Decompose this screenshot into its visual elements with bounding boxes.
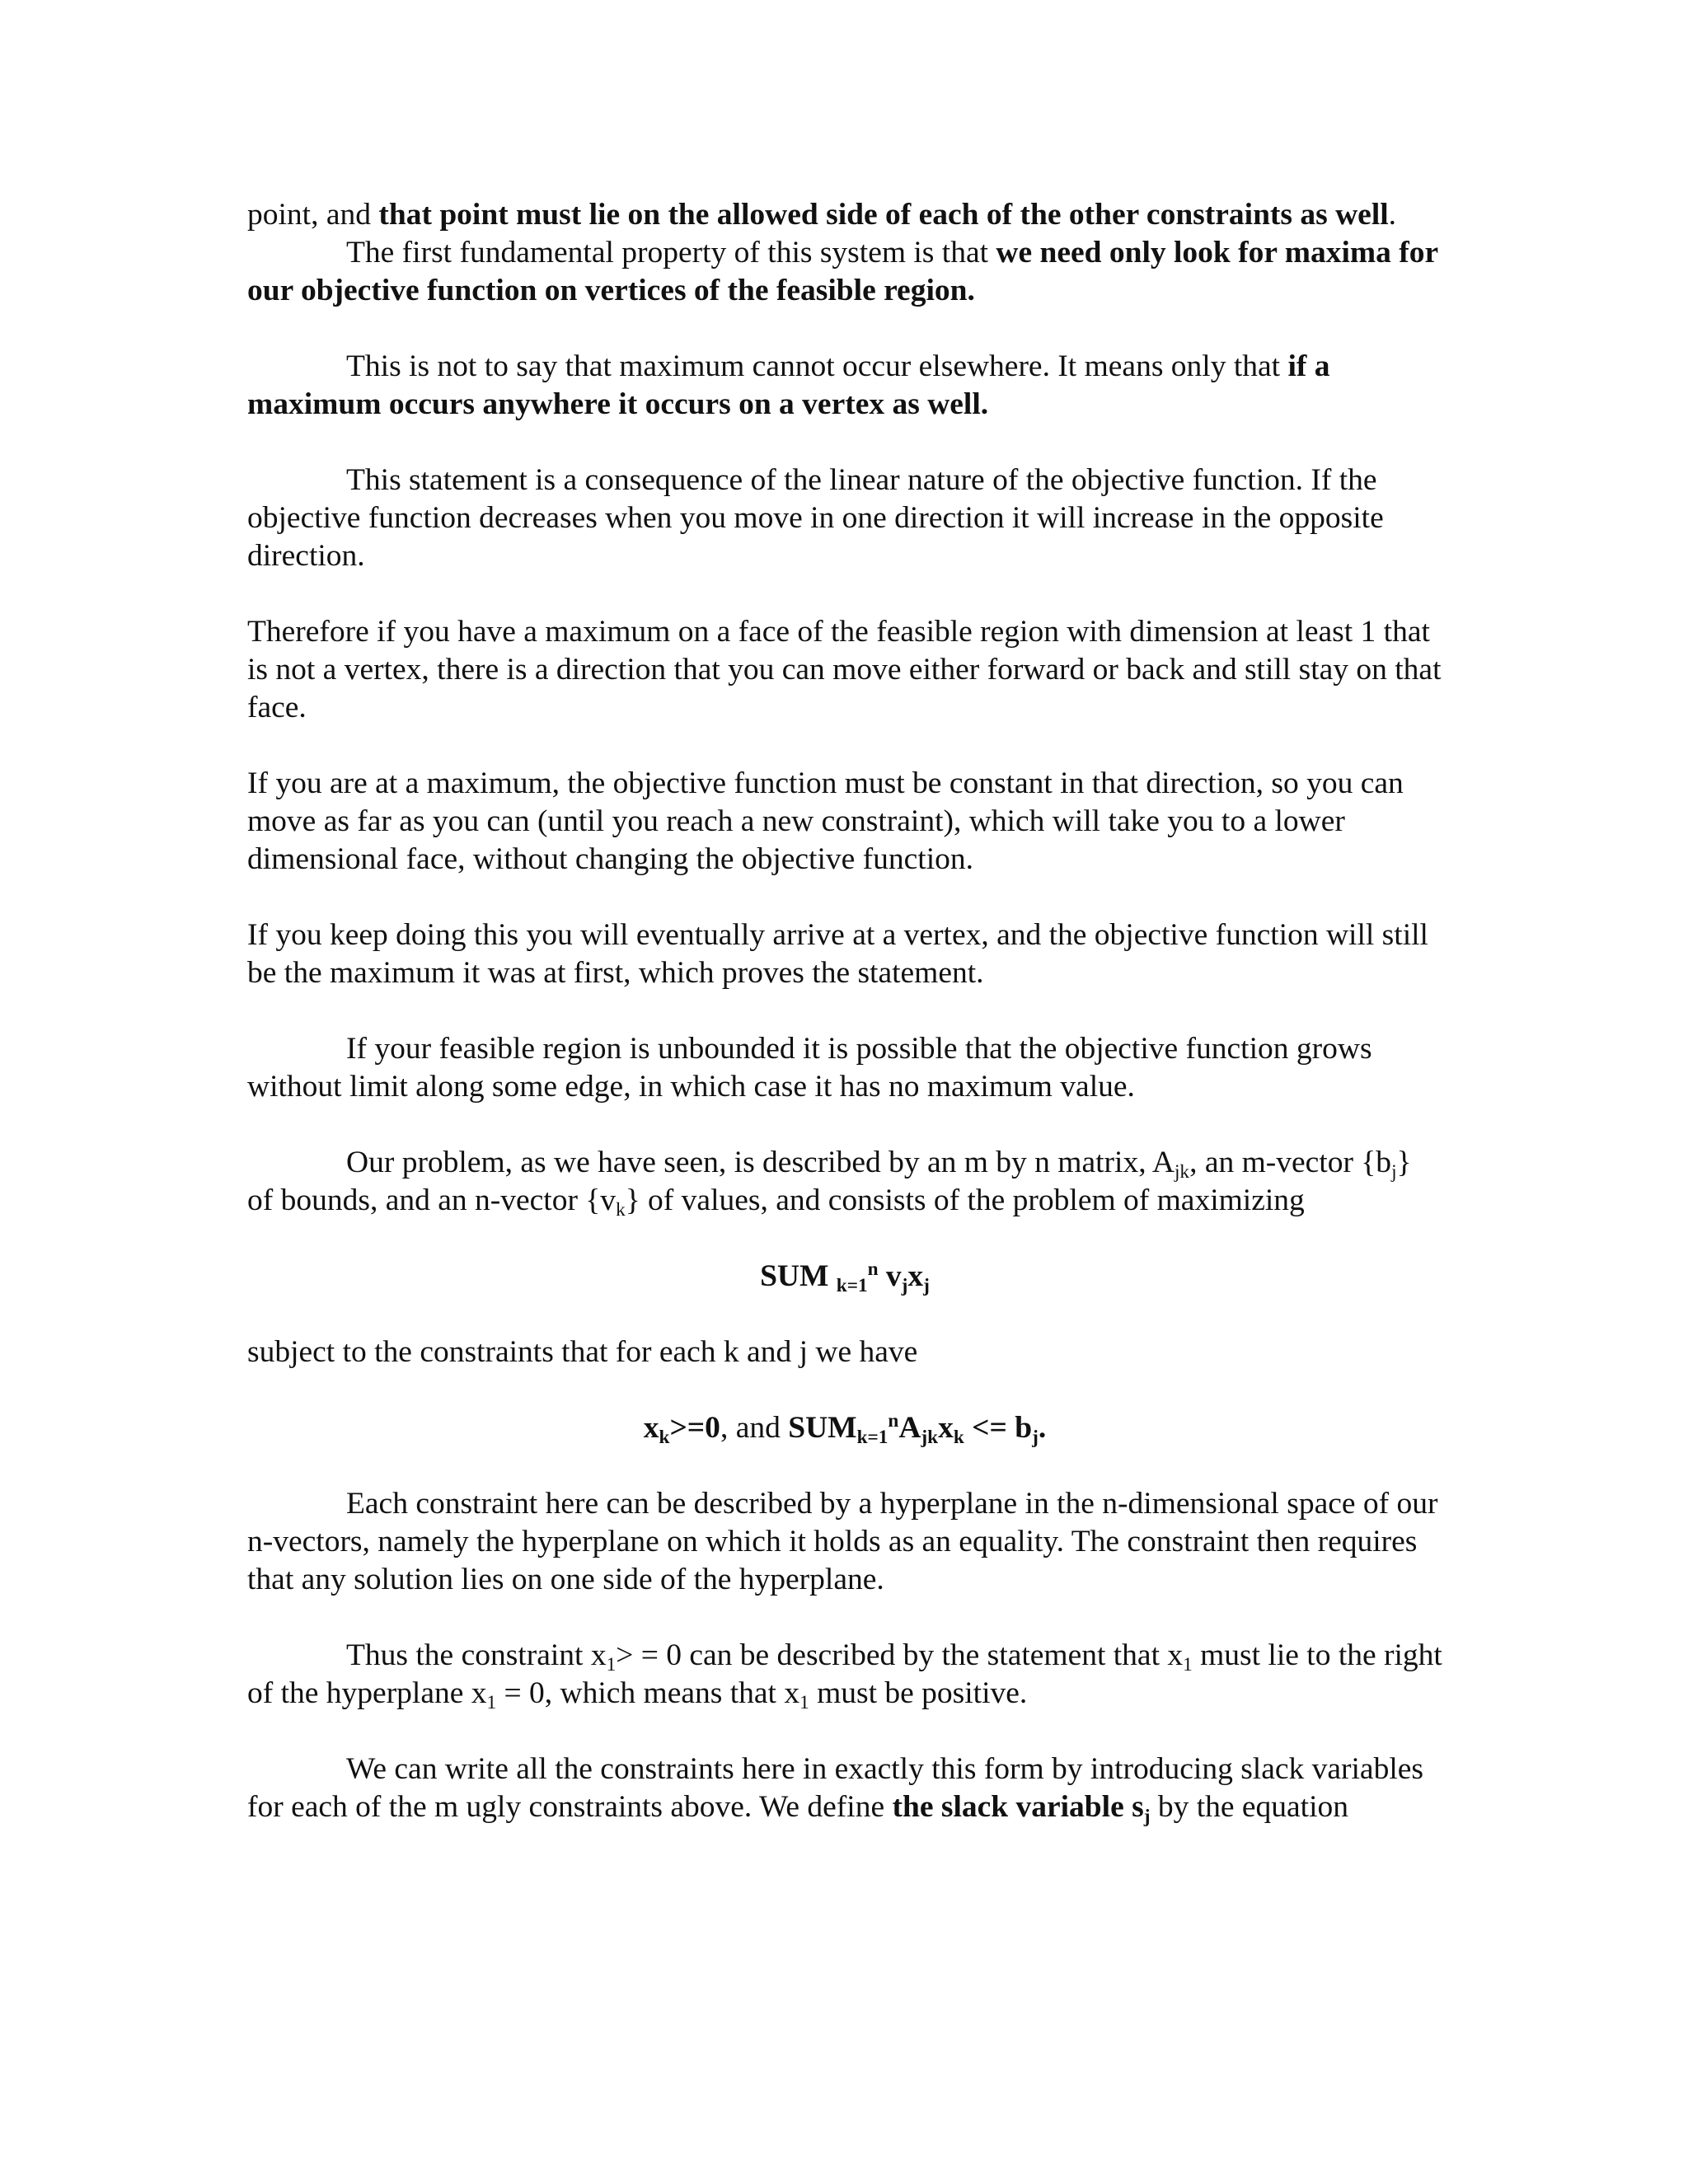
text: , an m-vector {b <box>1189 1146 1392 1179</box>
paragraph-3 <box>247 348 1442 424</box>
bold-text: the slack variable s <box>892 1790 1144 1824</box>
text: must lie to the right of the hyperplane x <box>247 1638 1442 1710</box>
subscript: 1 <box>486 1691 497 1713</box>
text: point, and <box>247 198 379 232</box>
document-page <box>247 196 1442 1826</box>
paragraph-10: subject to the constraints that for each k and j we have <box>247 1335 918 1369</box>
paragraph-12 <box>247 1637 1442 1713</box>
subscript: jk <box>1174 1160 1190 1183</box>
formula-text: x <box>938 1411 954 1445</box>
paragraph-13 <box>247 1750 1442 1826</box>
subscript: k <box>659 1426 670 1448</box>
bold-text: if a maximum occurs anywhere it occurs on a vertex as well. <box>247 349 1330 421</box>
text: } of values, and consists of the problem of maximizing <box>625 1183 1305 1217</box>
bold-text: that point must lie on the allowed side of each of the other constraints as well <box>378 198 1389 232</box>
paragraph-11: Each constraint here can be described by a hyperplane in the n-dimensional space of our n-vectors, namely the hyperplane on which it holds as an equality. The constraint then requires that any solution lies on one side of the hyperplane. <box>247 1487 1438 1596</box>
paragraph-6: If you are at a maximum, the objective function must be constant in that direction, so you can move as far as you can (until you reach a new constraint), which will take you to a lower dimensional face, without changing the objective function. <box>247 766 1404 876</box>
paragraph-9 <box>247 1144 1442 1220</box>
text: This is not to say that maximum cannot occur elsewhere. It means only that <box>346 349 1288 383</box>
text: We can write all the constraints here in exactly this form by introducing slack variables for each of the m ugly constraints above. We define <box>247 1752 1423 1824</box>
paragraph-7: If you keep doing this you will eventually arrive at a vertex, and the objective function will still be the maximum it was at first, which proves the statement. <box>247 918 1428 990</box>
subscript: j <box>1032 1426 1039 1448</box>
subscript: j <box>1143 1805 1151 1827</box>
superscript: n <box>888 1410 899 1432</box>
paragraph-8: If your feasible region is unbounded it is possible that the objective function grows without limit along some edge, in which case it has no maximum value. <box>247 1032 1372 1104</box>
paragraph-2 <box>247 234 1442 310</box>
paragraph-4: This statement is a consequence of the linear nature of the objective function. If the objective function decreases when you move in one direction it will increase in the opposite direction. <box>247 463 1384 573</box>
formula-text: x <box>907 1259 924 1293</box>
formula-text: <= b <box>964 1411 1033 1445</box>
formula-text: >=0 <box>669 1411 720 1445</box>
subscript: 1 <box>1183 1653 1193 1675</box>
formula-constraints <box>247 1409 1442 1447</box>
subscript: k <box>953 1426 964 1448</box>
formula-text: v <box>878 1259 902 1293</box>
formula-text: . <box>1038 1411 1047 1445</box>
paragraph-5: Therefore if you have a maximum on a face of the feasible region with dimension at least 1 that is not a vertex, there is a direction that you can move either forward or back and still stay on that face. <box>247 615 1442 724</box>
text: Thus the constraint x <box>346 1638 607 1672</box>
text: = 0, which means that x <box>496 1676 800 1710</box>
text: must be positive. <box>809 1676 1028 1710</box>
subscript: j <box>1391 1160 1397 1183</box>
subscript: k=1 <box>836 1274 868 1296</box>
superscript: n <box>867 1258 879 1281</box>
text: by the equation <box>1150 1790 1349 1824</box>
formula-text: SUM <box>760 1259 837 1293</box>
text: Our problem, as we have seen, is described by an m by n matrix, A <box>346 1146 1175 1179</box>
text: } of bounds, and an n-vector {v <box>247 1146 1412 1217</box>
subscript: j <box>901 1274 908 1296</box>
text: The first fundamental property of this system is that <box>346 236 996 269</box>
formula-text: A <box>898 1411 921 1445</box>
subscript: k <box>616 1198 626 1221</box>
text: . <box>1388 198 1397 232</box>
subscript: 1 <box>799 1691 809 1713</box>
paragraph-1 <box>247 196 1442 234</box>
bold-text: we need only look for maxima for our objective function on vertices of the feasible region. <box>247 236 1438 307</box>
formula-text: x <box>643 1411 659 1445</box>
subscript: j <box>923 1274 930 1296</box>
formula-text: SUM <box>788 1411 857 1445</box>
subscript: k=1 <box>856 1426 889 1448</box>
text: > = 0 can be described by the statement that x <box>616 1638 1184 1672</box>
subscript: 1 <box>606 1653 617 1675</box>
subscript: jk <box>921 1426 939 1448</box>
formula-objective <box>247 1258 1442 1296</box>
formula-text: , and <box>720 1411 789 1445</box>
